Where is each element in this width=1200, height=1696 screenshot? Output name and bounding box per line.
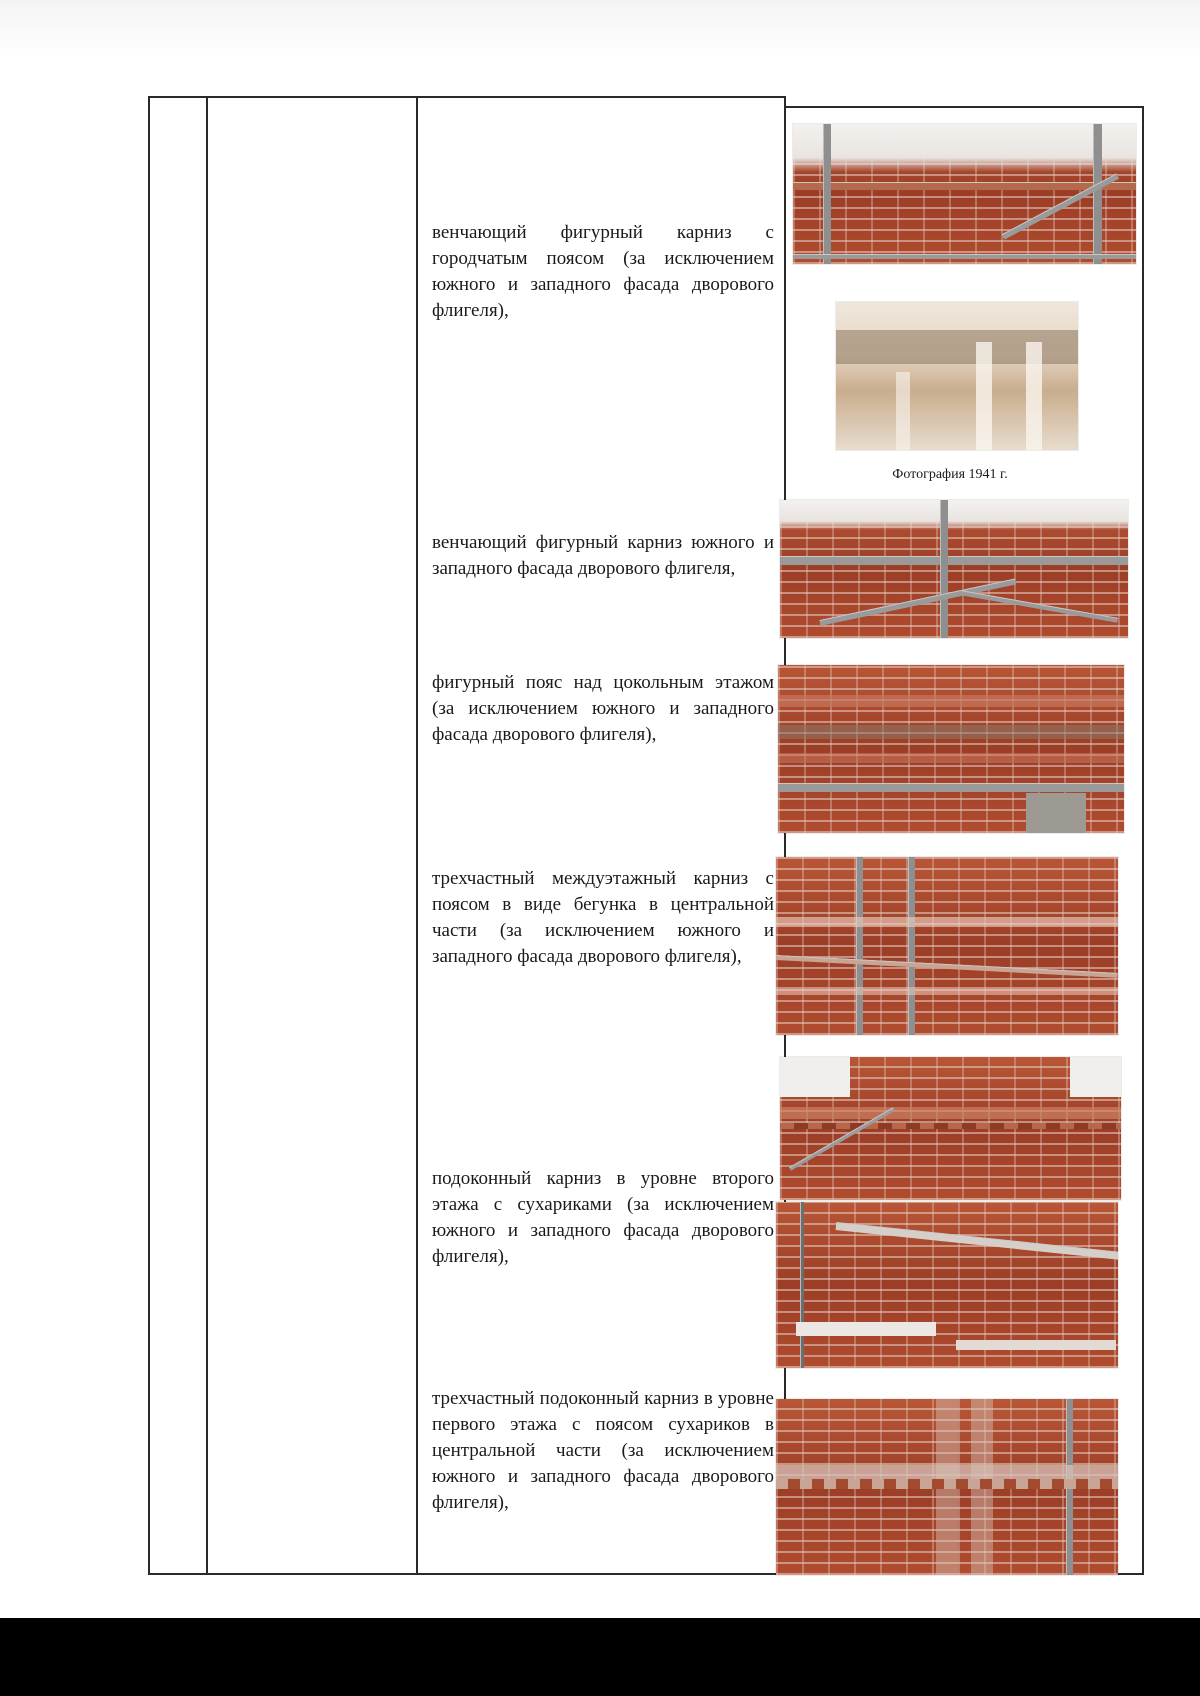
photo-crowning-cornice [793, 124, 1136, 264]
photo-second-floor-cornice-top [780, 1057, 1121, 1200]
table-border-top-left [148, 96, 784, 98]
photo-first-floor-cornice [776, 1399, 1118, 1575]
row-2-description: венчающий фигурный карниз южного и западного фасада дворового флигеля, [432, 532, 774, 579]
row-5-description: подоконный карниз в уровне второго этажа с сухариками (за исключением южного и западного фасада дворового флигеля), [432, 1168, 774, 1267]
table-border-top-right [784, 106, 1144, 108]
column-divider-2 [416, 96, 418, 1575]
row-1-description: венчающий фигурный карниз с городчатым поясом (за исключением южного и западного фасада дворового флигеля), [432, 222, 774, 321]
photo-south-west-cornice [780, 500, 1128, 638]
photo-second-floor-cornice-bottom [776, 1202, 1118, 1368]
row-4-description: трехчастный междуэтажный карниз с поясом в виде бегунка в центральной части (за исключением южного и западного фасада дворового флигеля), [432, 868, 774, 967]
row-3-description: фигурный пояс над цокольным этажом (за исключением южного и западного фасада дворового флигеля), [432, 672, 774, 745]
scan-border-bottom [0, 1618, 1200, 1696]
photo-interfloor-cornice [776, 857, 1118, 1035]
photo-caption: Фотография 1941 г. [892, 467, 1008, 482]
table-border-right [1142, 108, 1144, 1575]
column-divider-1 [206, 96, 208, 1575]
table-border-left [148, 96, 150, 1575]
photo-1941 [836, 302, 1078, 450]
row-6-description: трехчастный подоконный карниз в уровне первого этажа с поясом сухариков в центральной части (за исключением южного и западного фасада дворового флигеля), [432, 1388, 774, 1513]
photo-basement-belt [778, 665, 1124, 833]
